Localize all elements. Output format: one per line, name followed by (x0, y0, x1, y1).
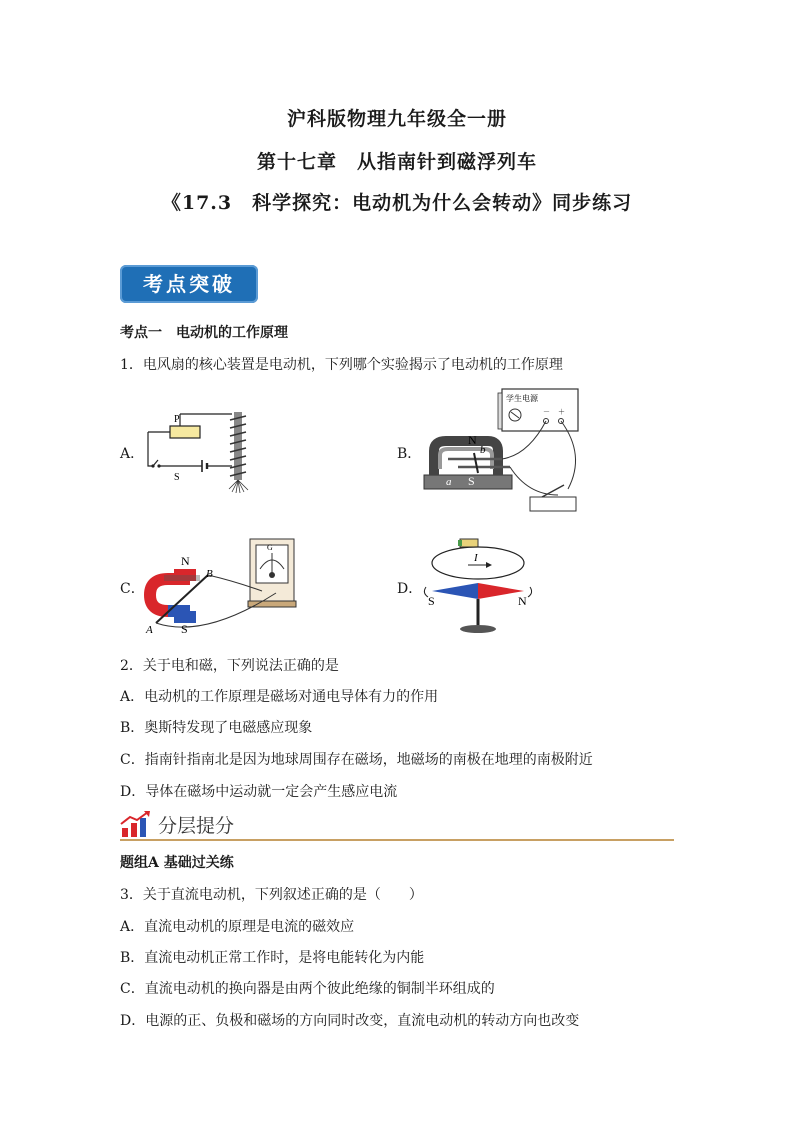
figure-c-n-label: N (181, 554, 190, 568)
option-a-label: A． (120, 446, 145, 462)
bar-chart-icon (120, 810, 152, 838)
option-d-label: D． (397, 581, 423, 597)
question-2-option-b: B．奥斯特发现了电磁感应现象 (120, 720, 313, 736)
question-1-stem: 1．电风扇的核心装置是电动机，下列哪个实验揭示了电动机的工作原理 (120, 357, 563, 373)
figure-b-apparatus (418, 385, 588, 517)
figure-c-b-label: B (206, 568, 213, 580)
lesson-title: 《17.3 科学探究：电动机为什么会转动》同步练习 (161, 192, 633, 214)
question-2-option-d: D．导体在磁场中运动就一定会产生感应电流 (120, 784, 398, 800)
question-3-option-a: A．直流电动机的原理是电流的磁效应 (120, 919, 355, 935)
question-3-stem: 3．关于直流电动机，下列叙述正确的是（ ） (120, 887, 423, 903)
chapter-title: 第十七章 从指南针到磁浮列车 (256, 151, 537, 173)
option-b-label: B． (397, 446, 422, 462)
figure-d-apparatus (420, 533, 540, 637)
section-badge-label: 考点突破 (143, 272, 235, 296)
figure-a-s-label: S (174, 472, 180, 483)
figure-d-n-label: N (518, 594, 527, 608)
figure-b-a-label: a (446, 476, 452, 488)
figure-a-electromagnet (140, 408, 260, 494)
figure-b-supply-label: 学生电源 (506, 394, 538, 403)
option-c-label: C． (120, 581, 145, 597)
section-heading: 考点一 电动机的工作原理 (120, 325, 288, 341)
question-3-option-b: B．直流电动机正常工作时，是将电能转化为内能 (120, 950, 425, 966)
figure-d-s-label: S (428, 594, 435, 608)
figure-a-p-label: P (174, 414, 180, 425)
figure-c-a-label: A (146, 624, 153, 635)
group-a-heading: 题组A 基础过关练 (120, 855, 234, 871)
figure-b-s-label: S (468, 474, 475, 488)
question-3-option-c: C．直流电动机的换向器是由两个彼此绝缘的铜制半环组成的 (120, 981, 495, 997)
svg-text:－: － (543, 408, 550, 416)
tier-title: 分层提分 (158, 815, 235, 837)
figure-b-n-label: N (468, 433, 477, 447)
figure-c-apparatus (144, 535, 304, 635)
figure-b-b-label: b (480, 444, 486, 456)
document-title: 沪科版物理九年级全一册 (286, 108, 507, 130)
question-2-stem: 2．关于电和磁，下列说法正确的是 (120, 658, 339, 674)
figure-c-s-label: S (181, 622, 188, 635)
question-3-option-d: D．电源的正、负极和磁场的方向同时改变，直流电动机的转动方向也改变 (120, 1013, 580, 1029)
divider (120, 839, 674, 841)
question-2-option-c: C．指南针指南北是因为地球周围存在磁场，地磁场的南极在地理的南极附近 (120, 752, 593, 768)
figure-d-i-label: I (474, 552, 478, 564)
section-badge (120, 265, 258, 303)
svg-text:＋: ＋ (558, 408, 565, 416)
question-2-option-a: A．电动机的工作原理是磁场对通电导体有力的作用 (120, 689, 439, 705)
figure-c-g-label: G (267, 543, 273, 552)
